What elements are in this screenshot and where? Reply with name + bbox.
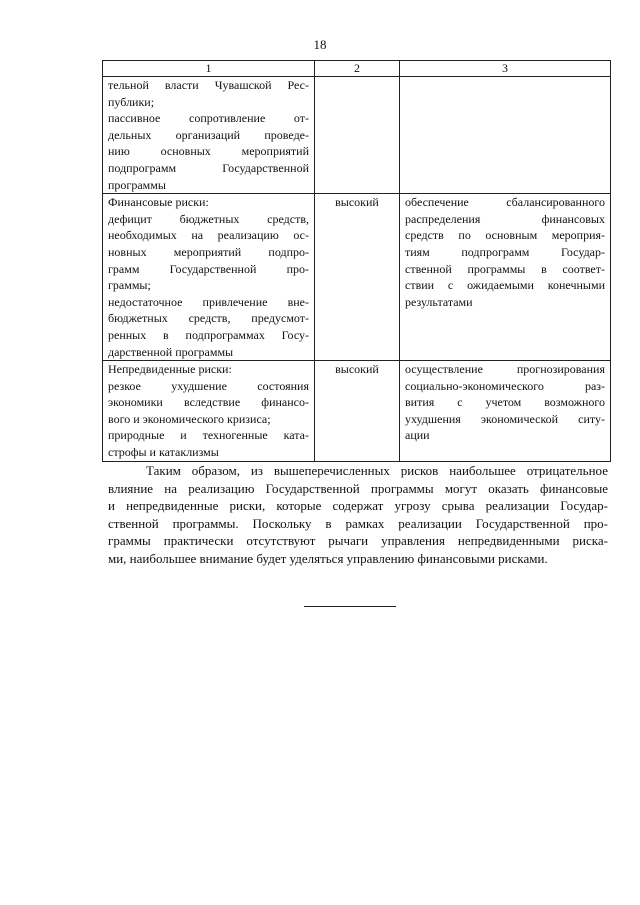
column-header-2: 2	[315, 61, 400, 77]
risk-line: граммы;	[108, 278, 151, 293]
risk-line: бюджетных средств, предусмот-	[108, 311, 309, 326]
measure-line: распределения финансовых	[405, 211, 605, 226]
end-divider	[304, 606, 396, 607]
paragraph-line: ми, наибольшее внимание будет уделяться управлению финансовыми рисками.	[108, 550, 548, 566]
risk-line: строфы и катаклизмы	[108, 445, 219, 460]
conclusion-paragraph	[108, 462, 608, 567]
table-row	[103, 194, 611, 361]
risk-line: ренных в подпрограммах Госу-	[108, 327, 309, 342]
measure-line: результатами	[405, 294, 473, 309]
risk-line: необходимых на реализацию ос-	[108, 228, 309, 243]
measures-cell	[400, 194, 611, 361]
risk-line: дефицит бюджетных средств,	[108, 211, 309, 226]
paragraph-line: Таким образом, из вышеперечисленных рисков наибольшее отрицательное	[146, 463, 608, 478]
paragraph-line: граммы практически отсутствуют рычаги управления непредвиденными риска-	[108, 533, 608, 548]
risk-line: недостаточное привлечение вне-	[108, 294, 309, 309]
measures-cell	[400, 77, 611, 194]
table-row	[103, 361, 611, 462]
table-row	[103, 77, 611, 194]
measure-line: ации	[405, 428, 430, 443]
column-header-3: 3	[400, 61, 611, 77]
risk-cell	[103, 361, 315, 462]
risk-line: грамм Государственной про-	[108, 261, 309, 276]
paragraph-line: влияние на реализацию Государственной программы могут оказать финансовые	[108, 480, 608, 496]
risk-line: вого и экономического кризиса;	[108, 411, 271, 426]
measure-line: ствии с ожидаемыми конечными	[405, 278, 605, 293]
risk-line: пассивное сопротивление от-	[108, 111, 309, 126]
risk-line: Финансовые риски:	[108, 195, 209, 210]
risk-line: дельных организаций проведе-	[108, 127, 309, 142]
risk-line: природные и техногенные ката-	[108, 428, 309, 443]
measure-line: обеспечение сбалансированного	[405, 195, 605, 210]
risk-line: новных мероприятий подпро-	[108, 244, 309, 259]
measure-line: осуществление прогнозирования	[405, 362, 605, 377]
risk-line: резкое ухудшение состояния	[108, 378, 309, 393]
level-cell: высокий	[315, 194, 400, 361]
measure-line: тиям подпрограмм Государ-	[405, 244, 605, 259]
risk-line: нию основных мероприятий	[108, 144, 309, 159]
risk-cell	[103, 194, 315, 361]
measures-cell	[400, 361, 611, 462]
level-cell	[315, 77, 400, 194]
risk-table	[102, 60, 611, 462]
paragraph-line: ственной программы. Поскольку в рамках реализации Государственной про-	[108, 515, 608, 531]
column-header-1: 1	[103, 61, 315, 77]
measure-line: вития с учетом возможного	[405, 395, 605, 410]
risk-line: подпрограмм Государственной	[108, 160, 309, 175]
risk-line: публики;	[108, 94, 155, 109]
risk-line: программы	[108, 177, 166, 192]
measure-line: ственной программы в соответ-	[405, 261, 605, 276]
paragraph-line: и непредвиденные риски, которые содержат угрозу срыва реализации Государ-	[108, 498, 608, 513]
measure-line: ухудшения экономической ситу-	[405, 411, 605, 426]
level-cell: высокий	[315, 361, 400, 462]
risk-cell	[103, 77, 315, 194]
risk-line: Непредвиденные риски:	[108, 362, 232, 377]
risk-line: тельной власти Чувашской Рес-	[108, 78, 309, 92]
risk-line: дарственной программы	[108, 344, 234, 359]
measure-line: социально-экономического раз-	[405, 378, 605, 393]
table-header-row	[103, 61, 611, 77]
risk-line: экономики вследствие финансо-	[108, 395, 309, 410]
page-number: 18	[313, 37, 327, 52]
measure-line: средств по основным мероприя-	[405, 228, 605, 243]
